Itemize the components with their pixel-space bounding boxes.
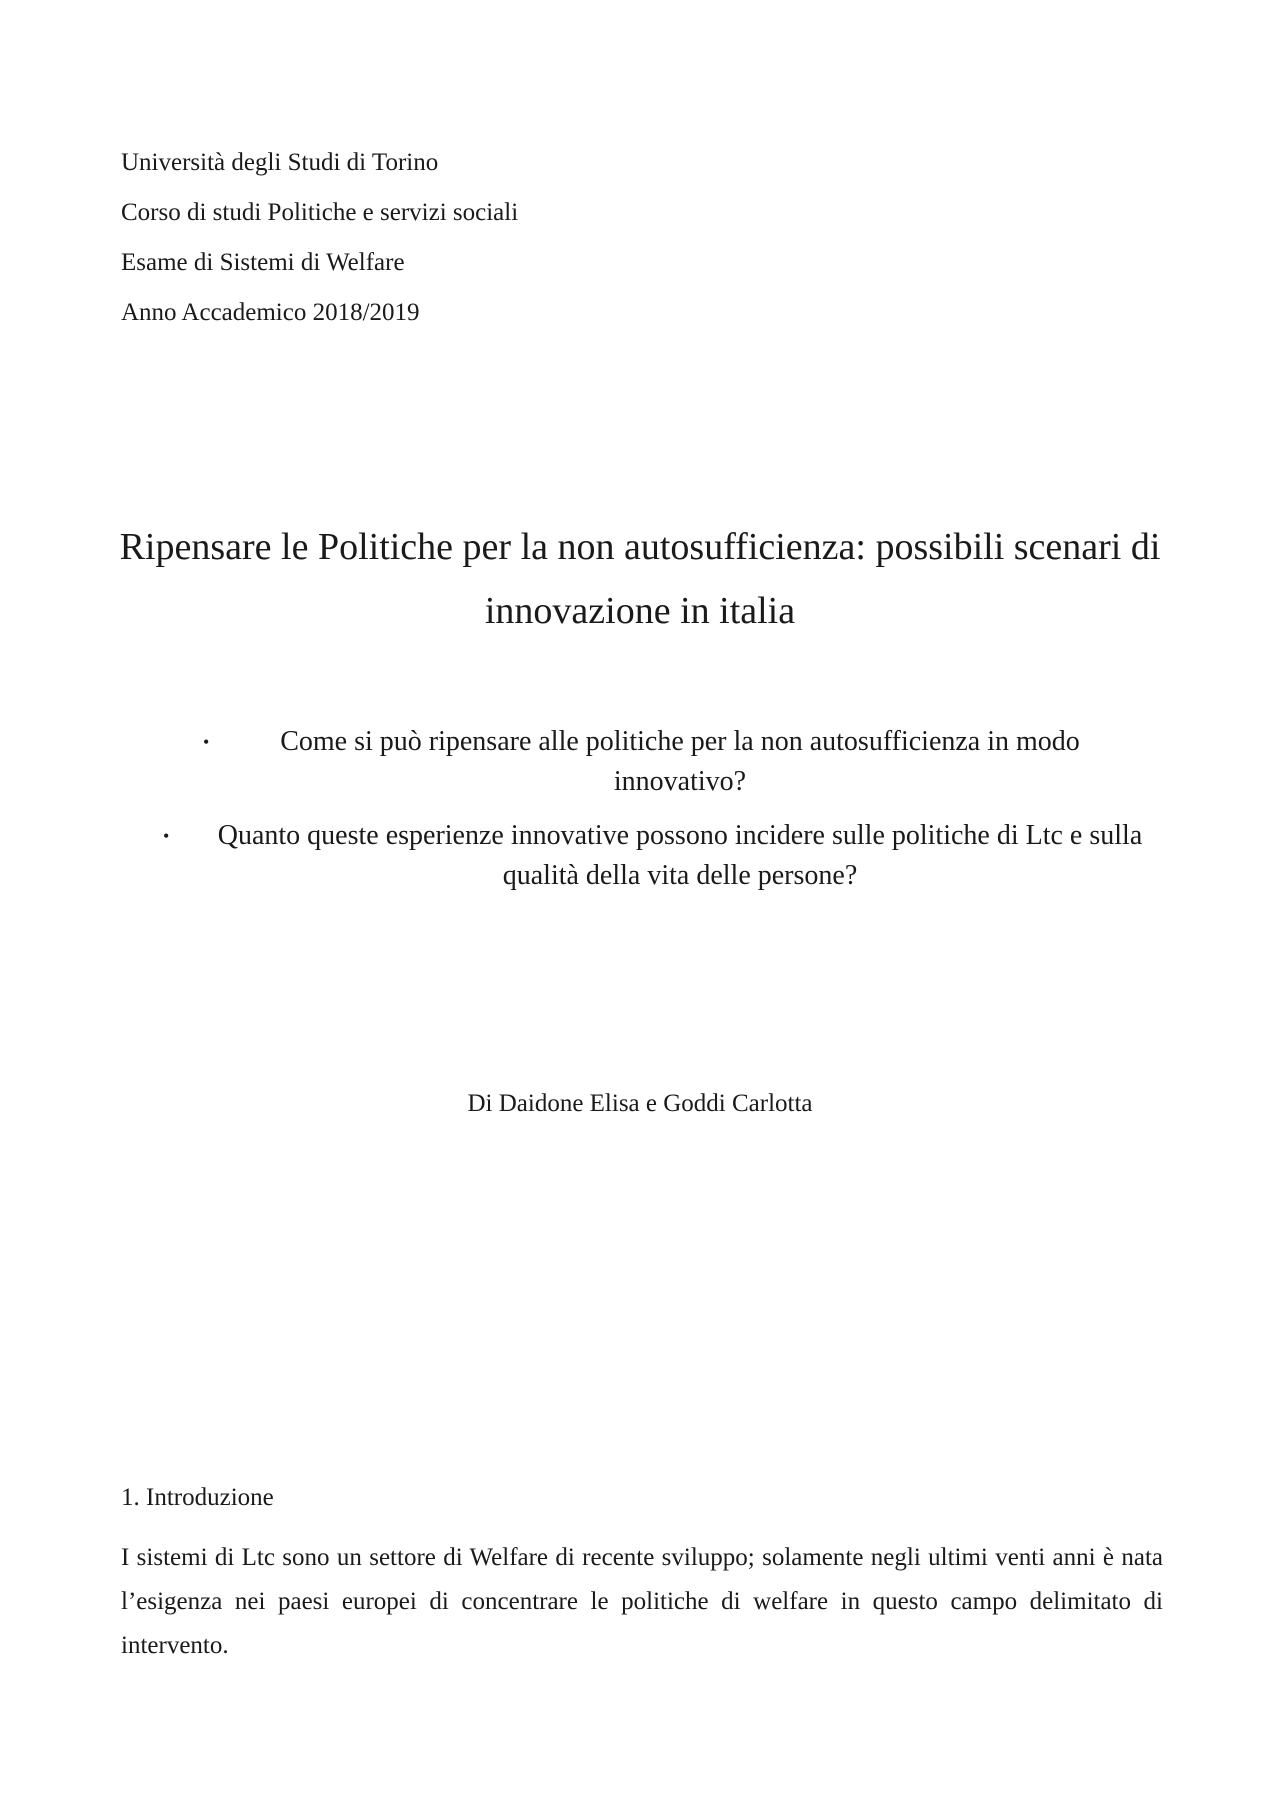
university-name: Università degli Studi di Torino — [121, 149, 439, 176]
authors: Di Daidone Elisa e Goddi Carlotta — [467, 1090, 813, 1117]
intro-paragraph: I sistemi di Ltc sono un settore di Welfare di recente sviluppo; solamente negli ultimi venti anni è nata l’esigenza nei paesi europei di concentrare le politiche di welfare in questo campo delimitato di intervento. — [121, 1544, 1163, 1659]
bullet-icon: • — [163, 826, 170, 846]
header-block — [121, 148, 1021, 348]
course-name: Corso di studi Politiche e servizi sociali — [121, 199, 519, 226]
research-question-text: Come si può ripensare alle politiche per la non autosufficienza in modo innovativo? — [280, 726, 1080, 797]
academic-year: Anno Accademico 2018/2019 — [121, 299, 420, 326]
bullet-icon: • — [203, 732, 210, 752]
research-question — [163, 816, 1160, 896]
exam-name: Esame di Sistemi di Welfare — [121, 249, 405, 276]
research-question-text: Quanto queste esperienze innovative possono incidere sulle politiche di Ltc e sulla qualità della vita delle persone? — [217, 820, 1143, 891]
research-questions — [0, 722, 1280, 910]
document-title: Ripensare le Politiche per la non autosufficienza: possibili scenari di innovazione in italia — [119, 526, 1161, 632]
section-heading: 1. Introduzione — [121, 1484, 274, 1511]
research-question — [203, 722, 1120, 802]
